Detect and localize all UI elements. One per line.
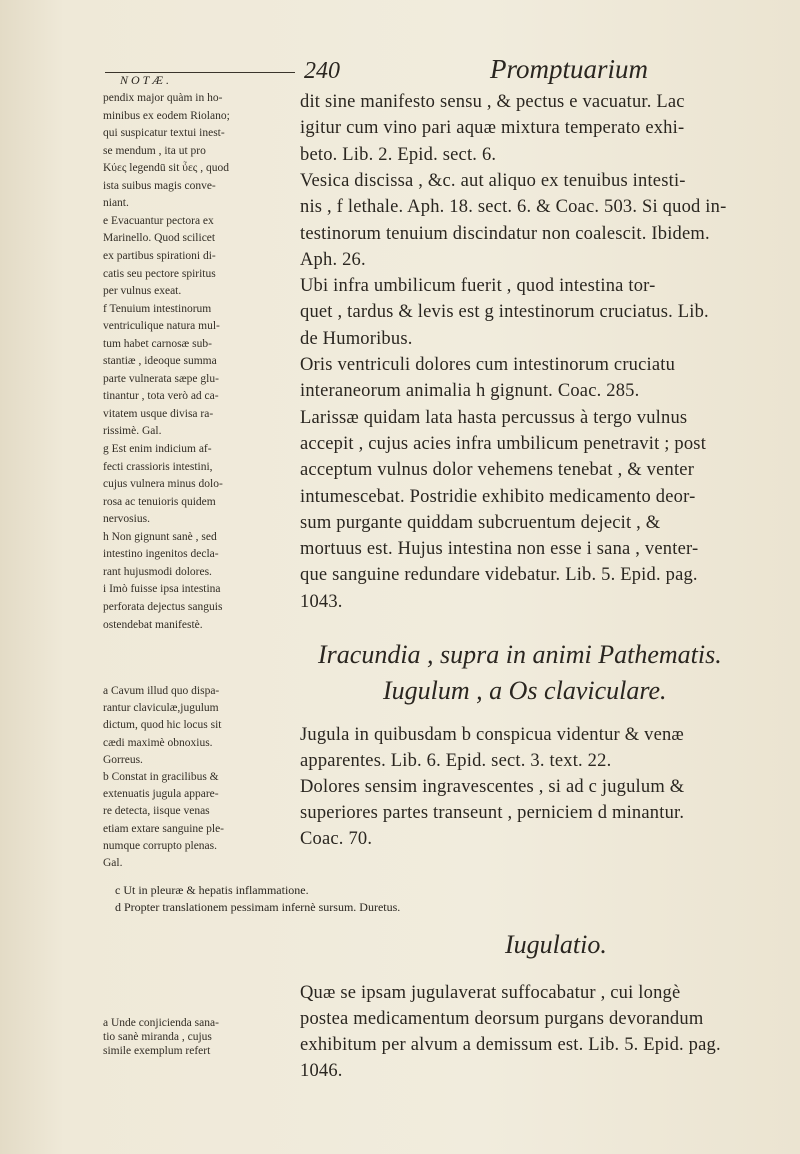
margin-note-line: parte vulnerata sæpe glu- bbox=[103, 372, 219, 385]
margin-note-line: Κύες legendū sit ὖες , quod bbox=[103, 162, 229, 175]
margin-note-line: cædi maximè obnoxius. bbox=[103, 736, 213, 749]
main-text-line: Coac. 70. bbox=[300, 829, 373, 849]
notes-header: NOTÆ. bbox=[120, 73, 173, 87]
margin-note-line: a Unde conjicienda sana- bbox=[103, 1017, 219, 1029]
main-text-line: 1043. bbox=[300, 591, 343, 612]
margin-note-line: ista suibus magis conve- bbox=[103, 179, 216, 192]
footnote-d: d Propter translationem pessimam infernè sursum. Duretus. bbox=[115, 900, 401, 914]
margin-note-line: e Evacuantur pectora ex bbox=[103, 214, 214, 227]
margin-note-line: minibus ex eodem Riolano; bbox=[103, 109, 230, 122]
running-title: Promptuarium bbox=[490, 54, 649, 84]
main-text-line: Oris ventriculi dolores cum intestinorum cruciatu bbox=[300, 355, 676, 375]
main-text-line: accepit , cujus acies infra umbilicum penetravit ; post bbox=[300, 433, 707, 454]
page-number: 240 bbox=[304, 58, 340, 84]
margin-note-line: Marinello. Quod scilicet bbox=[103, 232, 216, 245]
main-text-line: postea medicamentum deorsum purgans devorandum bbox=[300, 1009, 704, 1029]
main-text-line: acceptum vulnus dolor vehemens tenebat , & venter bbox=[300, 460, 695, 481]
margin-note-line: qui suspicatur textui inest- bbox=[103, 127, 225, 140]
margin-note-line: rant hujusmodi dolores. bbox=[103, 565, 212, 578]
margin-note-line: dictum, quod hic locus sit bbox=[103, 719, 222, 732]
margin-note-line: i Imò fuisse ipsa intestina bbox=[103, 583, 221, 596]
main-text-line: que sanguine redundare videbatur. Lib. 5. Epid. pag. bbox=[300, 565, 698, 586]
main-text-line: Vesica discissa , &c. aut aliquo ex tenuibus intesti- bbox=[300, 170, 686, 191]
main-text-line: Aph. 26. bbox=[300, 249, 366, 270]
margin-note-line: tum habet carnosæ sub- bbox=[103, 337, 212, 350]
margin-note-line: simile exemplum refert bbox=[103, 1045, 211, 1058]
main-text-line: nis , f lethale. Aph. 18. sect. 6. & Coac. 503. Si quod in- bbox=[300, 197, 727, 218]
margin-note-line: etiam extare sanguine ple- bbox=[103, 822, 225, 835]
margin-note-line: perforata dejectus sanguis bbox=[103, 600, 223, 613]
margin-note-line: rissimè. Gal. bbox=[103, 425, 162, 438]
margin-note-line: rosa ac tenuioris quidem bbox=[103, 495, 216, 508]
section-title-iugulatio: Iugulatio. bbox=[505, 930, 607, 959]
main-text-line: Dolores sensim ingravescentes , si ad c jugulum & bbox=[300, 777, 685, 797]
section-title-iracundia: Iracundia , supra in animi Pathematis. bbox=[318, 640, 722, 669]
main-text-line: de Humoribus. bbox=[300, 328, 413, 349]
margin-note-line: intestino ingenitos decla- bbox=[103, 548, 219, 561]
main-text-line: sum purgante quiddam subcruentum dejecit , & bbox=[300, 512, 661, 533]
main-text-line: Larissæ quidam lata hasta percussus à tergo vulnus bbox=[300, 407, 688, 428]
margin-note-line: extenuatis jugula appare- bbox=[103, 788, 219, 801]
margin-note-line: g Est enim indicium af- bbox=[103, 443, 212, 455]
margin-note-line: stantiæ , ideoque summa bbox=[103, 355, 217, 368]
margin-note-line: fecti crassioris intestini, bbox=[103, 460, 213, 473]
main-text-line: 1046. bbox=[300, 1061, 343, 1081]
margin-note-line: ex partibus spirationi di- bbox=[103, 249, 216, 262]
margin-note-line: rantur claviculæ,jugulum bbox=[103, 702, 219, 715]
margin-note-line: numque corrupto plenas. bbox=[103, 839, 218, 852]
margin-note-line: Gal. bbox=[103, 857, 123, 869]
margin-note-line: per vulnus exeat. bbox=[103, 285, 182, 298]
margin-note-line: ventriculique natura mul- bbox=[103, 320, 220, 333]
main-text-line: beto. Lib. 2. Epid. sect. 6. bbox=[300, 144, 497, 165]
section-title-iugulum: Iugulum , a Os claviculare. bbox=[383, 676, 667, 705]
main-text-line: interaneorum animalia h gignunt. Coac. 285. bbox=[300, 381, 640, 402]
margin-note-line: a Cavum illud quo dispa- bbox=[103, 685, 220, 697]
margin-note-line: h Non gignunt sanè , sed bbox=[103, 530, 217, 543]
margin-note-line: tio sanè miranda , cujus bbox=[103, 1031, 212, 1044]
main-text-line: apparentes. Lib. 6. Epid. sect. 3. text. 22. bbox=[300, 751, 612, 771]
margin-note-line: re detecta, iisque venas bbox=[103, 805, 210, 818]
main-text-line: Jugula in quibusdam b conspicua videntur & venæ bbox=[300, 725, 684, 745]
main-text-line: testinorum tenuium discindatur non coalescit. Ibidem. bbox=[300, 223, 710, 244]
main-text-line: dit sine manifesto sensu , & pectus e vacuatur. Lac bbox=[300, 92, 685, 112]
main-text-line: Quæ se ipsam jugulaverat suffocabatur , cui longè bbox=[300, 983, 681, 1003]
margin-note-line: f Tenuium intestinorum bbox=[103, 302, 212, 315]
margin-note-line: cujus vulnera minus dolo- bbox=[103, 478, 223, 491]
main-text-line: Ubi infra umbilicum fuerit , quod intestina tor- bbox=[300, 276, 656, 297]
margin-note-line: tinantur , tota verò ad ca- bbox=[103, 390, 219, 403]
margin-note-line: nervosius. bbox=[103, 513, 150, 526]
main-text-line: mortuus est. Hujus intestina non esse i sana , venter- bbox=[300, 539, 699, 560]
main-text-line: igitur cum vino pari aquæ mixtura temperato exhi- bbox=[300, 118, 685, 139]
margin-note-line: se mendum , ita ut pro bbox=[103, 144, 206, 157]
margin-note-line: catis seu pectore spiritus bbox=[103, 267, 216, 280]
margin-note-line: vitatem usque divisa ra- bbox=[103, 407, 214, 420]
main-text-line: superiores partes transeunt , perniciem d minantur. bbox=[300, 803, 685, 823]
margin-note-line: b Constat in gracilibus & bbox=[103, 771, 219, 783]
margin-note-line: niant. bbox=[103, 197, 129, 210]
main-text-line: quet , tardus & levis est g intestinorum cruciatus. Lib. bbox=[300, 302, 709, 323]
margin-note-line: Gorreus. bbox=[103, 753, 143, 766]
margin-note-line: ostendebat manifestè. bbox=[103, 618, 203, 631]
main-text-line: exhibitum per alvum a demissum est. Lib. 5. Epid. pag. bbox=[300, 1035, 721, 1055]
footnote-c: c Ut in pleuræ & hepatis inflammatione. bbox=[115, 883, 309, 897]
margin-note-line: pendix major quàm in ho- bbox=[103, 92, 223, 104]
main-text-line: intumescebat. Postridie exhibito medicamento deor- bbox=[300, 486, 696, 507]
